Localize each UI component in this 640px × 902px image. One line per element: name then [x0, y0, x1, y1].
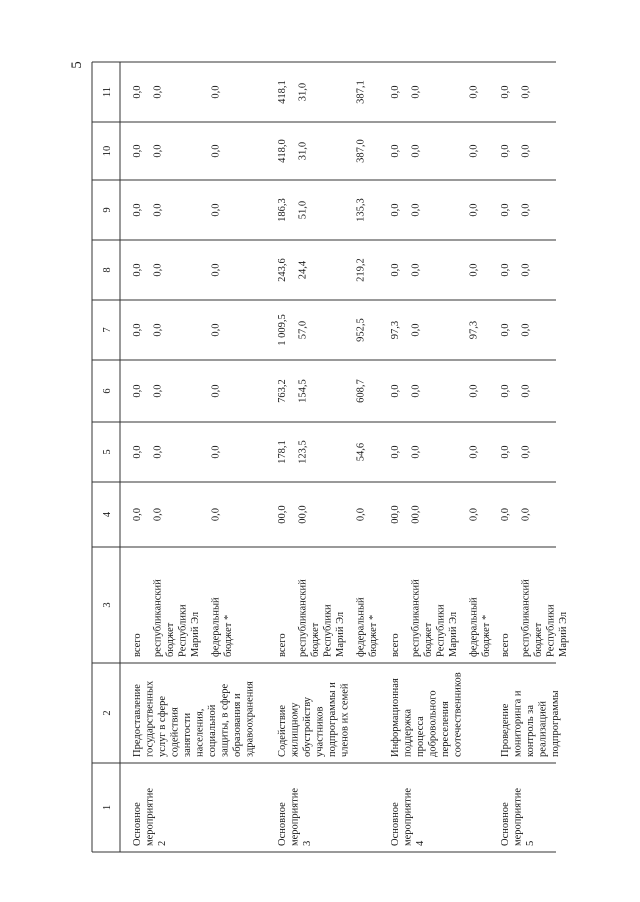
row-description: переселения	[440, 701, 451, 757]
value-cell: 0,0	[132, 384, 143, 398]
value-cell: 0,0	[210, 263, 222, 277]
value-cell: 154,5	[297, 379, 309, 403]
value-cell: 0,0	[355, 507, 367, 522]
value-cell: 0,0	[210, 144, 222, 158]
value-cell: 0,0	[500, 85, 511, 99]
value-cell: 0,0	[500, 384, 511, 398]
value-cell: 0,0	[132, 263, 143, 277]
column-header-5: 5	[102, 449, 113, 455]
row-name: мероприятие	[402, 788, 414, 846]
value-cell: 0,0	[210, 85, 222, 99]
column-header-6: 6	[102, 388, 113, 394]
value-cell: 0,0	[132, 144, 143, 158]
value-cell: 178,1	[277, 440, 288, 464]
value-cell: 387,0	[355, 139, 367, 163]
value-cell: 0,0	[500, 507, 511, 522]
column-header-8: 8	[102, 267, 113, 273]
row-description: обустройству	[302, 696, 313, 757]
row-name: 2	[157, 840, 168, 846]
row-name: мероприятие	[144, 788, 156, 846]
row-description: услуг в сфере	[157, 695, 168, 757]
column-header-3: 3	[102, 602, 113, 608]
row-description: участников	[314, 706, 326, 757]
value-cell: 186,3	[277, 198, 288, 222]
row-name: 3	[302, 840, 313, 846]
value-cell: 0,0	[152, 144, 164, 158]
value-cell: 31,0	[297, 141, 309, 161]
row-description: Содействие	[277, 704, 288, 757]
value-cell: 0,0	[152, 507, 164, 522]
column-header-4: 4	[102, 511, 113, 518]
value-cell: 219,2	[355, 258, 367, 282]
funding-source: всего	[390, 633, 401, 657]
value-cell: 0,0	[210, 203, 222, 217]
row-description: подпрограммы и	[327, 682, 338, 757]
value-cell: 0,0	[152, 263, 164, 277]
value-cell: 0,0	[152, 445, 164, 459]
value-cell: 0,0	[410, 85, 422, 99]
value-cell: 97,3	[468, 320, 480, 340]
value-cell: 0,0	[210, 384, 222, 398]
funding-source: республиканский	[297, 579, 309, 657]
page-number: 5	[69, 61, 85, 69]
value-cell: 243,6	[277, 258, 288, 282]
row-description: процесса	[415, 716, 426, 757]
row-description: образования и	[232, 693, 243, 757]
row-description: подпрограммы	[550, 690, 561, 757]
funding-source: Марий Эл	[190, 611, 201, 657]
value-cell: 00,0	[410, 505, 422, 524]
value-cell: 24,4	[297, 260, 309, 280]
column-header-1: 1	[102, 804, 113, 811]
row-name: мероприятие	[289, 788, 301, 846]
value-cell: 0,0	[468, 384, 480, 398]
value-cell: 0,0	[390, 144, 401, 158]
column-header-2: 2	[102, 710, 113, 716]
value-cell: 0,0	[500, 203, 511, 217]
value-cell: 0,0	[468, 85, 480, 99]
funding-source: бюджет	[423, 622, 434, 657]
row-description: здравоохранения	[244, 681, 256, 757]
row-description: соотечественников	[452, 672, 464, 757]
value-cell: 0,0	[390, 203, 401, 217]
row-name: Основное	[390, 802, 401, 846]
funding-source: федеральный	[468, 597, 480, 657]
value-cell: 0,0	[520, 144, 532, 158]
value-cell: 0,0	[390, 384, 401, 398]
funding-source: бюджет	[533, 622, 544, 657]
value-cell: 0,0	[520, 85, 532, 99]
value-cell: 0,0	[500, 445, 511, 459]
value-cell: 0,0	[152, 85, 164, 99]
funding-source: всего	[132, 633, 143, 657]
funding-source: федеральный	[210, 597, 222, 657]
funding-source: Республики	[177, 604, 189, 657]
row-description: социальной	[207, 704, 218, 757]
row-name: мероприятие	[512, 788, 524, 846]
row-description: мониторинга и	[512, 690, 524, 757]
value-cell: 00,0	[297, 505, 309, 524]
value-cell: 0,0	[520, 263, 532, 277]
row-description: Предоставление	[132, 684, 143, 757]
funding-source: бюджет	[165, 622, 176, 657]
value-cell: 0,0	[468, 263, 480, 277]
value-cell: 0,0	[410, 263, 422, 277]
value-cell: 51,0	[297, 200, 309, 220]
value-cell: 418,1	[277, 80, 288, 104]
value-cell: 608,7	[355, 379, 367, 403]
value-cell: 1 009,5	[277, 314, 288, 346]
funding-source: Республики	[545, 604, 557, 657]
funding-source: республиканский	[152, 579, 164, 657]
row-name: Основное	[277, 802, 288, 846]
row-description: защиты, в сфере	[219, 683, 231, 757]
value-cell: 97,3	[390, 320, 401, 340]
value-cell: 123,5	[297, 440, 309, 464]
value-cell: 0,0	[520, 384, 532, 398]
value-cell: 0,0	[132, 507, 143, 522]
row-name: 5	[525, 840, 536, 846]
value-cell: 0,0	[390, 263, 401, 277]
funding-source: всего	[277, 633, 288, 657]
value-cell: 418,0	[277, 139, 288, 163]
row-description: добровольного	[427, 690, 439, 757]
value-cell: 0,0	[500, 263, 511, 277]
row-name: Основное	[500, 802, 511, 846]
row-description: членов их семей	[339, 683, 351, 757]
funding-source: всего	[500, 633, 511, 657]
value-cell: 0,0	[468, 445, 480, 459]
column-header-7: 7	[102, 327, 113, 333]
funding-source: республиканский	[520, 579, 532, 657]
funding-source: федеральный	[355, 597, 367, 657]
funding-source: бюджет *	[368, 614, 379, 657]
value-cell: 00,0	[277, 505, 288, 524]
row-name: Основное	[132, 802, 143, 846]
row-description: реализацией	[537, 701, 549, 757]
value-cell: 0,0	[390, 85, 401, 99]
value-cell: 0,0	[410, 445, 422, 459]
value-cell: 0,0	[410, 384, 422, 398]
value-cell: 0,0	[210, 323, 222, 337]
value-cell: 0,0	[520, 507, 532, 522]
value-cell: 0,0	[520, 203, 532, 217]
funding-source: Республики	[435, 604, 447, 657]
value-cell: 57,0	[297, 320, 309, 340]
value-cell: 31,0	[297, 82, 309, 102]
value-cell: 0,0	[520, 445, 532, 459]
value-cell: 0,0	[500, 323, 511, 337]
value-cell: 0,0	[210, 445, 222, 459]
row-description: контроль за	[525, 705, 536, 757]
value-cell: 0,0	[152, 203, 164, 217]
funding-source: Республики	[322, 604, 334, 657]
value-cell: 763,2	[277, 379, 288, 403]
value-cell: 0,0	[132, 445, 143, 459]
value-cell: 54,6	[355, 442, 367, 462]
value-cell: 0,0	[520, 323, 532, 337]
value-cell: 0,0	[390, 445, 401, 459]
value-cell: 0,0	[468, 203, 480, 217]
row-description: Проведение	[500, 703, 511, 757]
value-cell: 0,0	[210, 507, 222, 522]
row-description: содействия	[169, 707, 181, 757]
value-cell: 0,0	[132, 203, 143, 217]
row-description: государственных	[144, 680, 156, 757]
row-description: занятости	[182, 712, 193, 757]
funding-source: Марий Эл	[448, 611, 459, 657]
row-description: Информационная	[390, 678, 401, 757]
value-cell: 0,0	[152, 323, 164, 337]
value-cell: 0,0	[410, 323, 422, 337]
row-description: жилищному	[289, 702, 301, 757]
value-cell: 0,0	[132, 323, 143, 337]
funding-source: Марий Эл	[558, 611, 569, 657]
column-header-10: 10	[102, 145, 113, 157]
value-cell: 0,0	[500, 144, 511, 158]
value-cell: 0,0	[410, 144, 422, 158]
row-description: поддержка	[402, 708, 414, 757]
value-cell: 952,5	[355, 318, 367, 342]
column-header-9: 9	[102, 207, 113, 213]
row-name: 4	[415, 840, 426, 846]
funding-source: бюджет *	[223, 614, 234, 657]
funding-source: Марий Эл	[335, 611, 346, 657]
value-cell: 0,0	[152, 384, 164, 398]
value-cell: 00,0	[390, 505, 401, 524]
value-cell: 387,1	[355, 80, 367, 104]
value-cell: 135,3	[355, 198, 367, 222]
value-cell: 0,0	[410, 203, 422, 217]
funding-source: республиканский	[410, 579, 422, 657]
value-cell: 0,0	[132, 85, 143, 99]
row-description: населения,	[194, 708, 206, 757]
funding-source: бюджет *	[481, 614, 492, 657]
column-header-11: 11	[102, 86, 113, 98]
value-cell: 0,0	[468, 507, 480, 522]
value-cell: 0,0	[468, 144, 480, 158]
funding-source: бюджет	[310, 622, 321, 657]
